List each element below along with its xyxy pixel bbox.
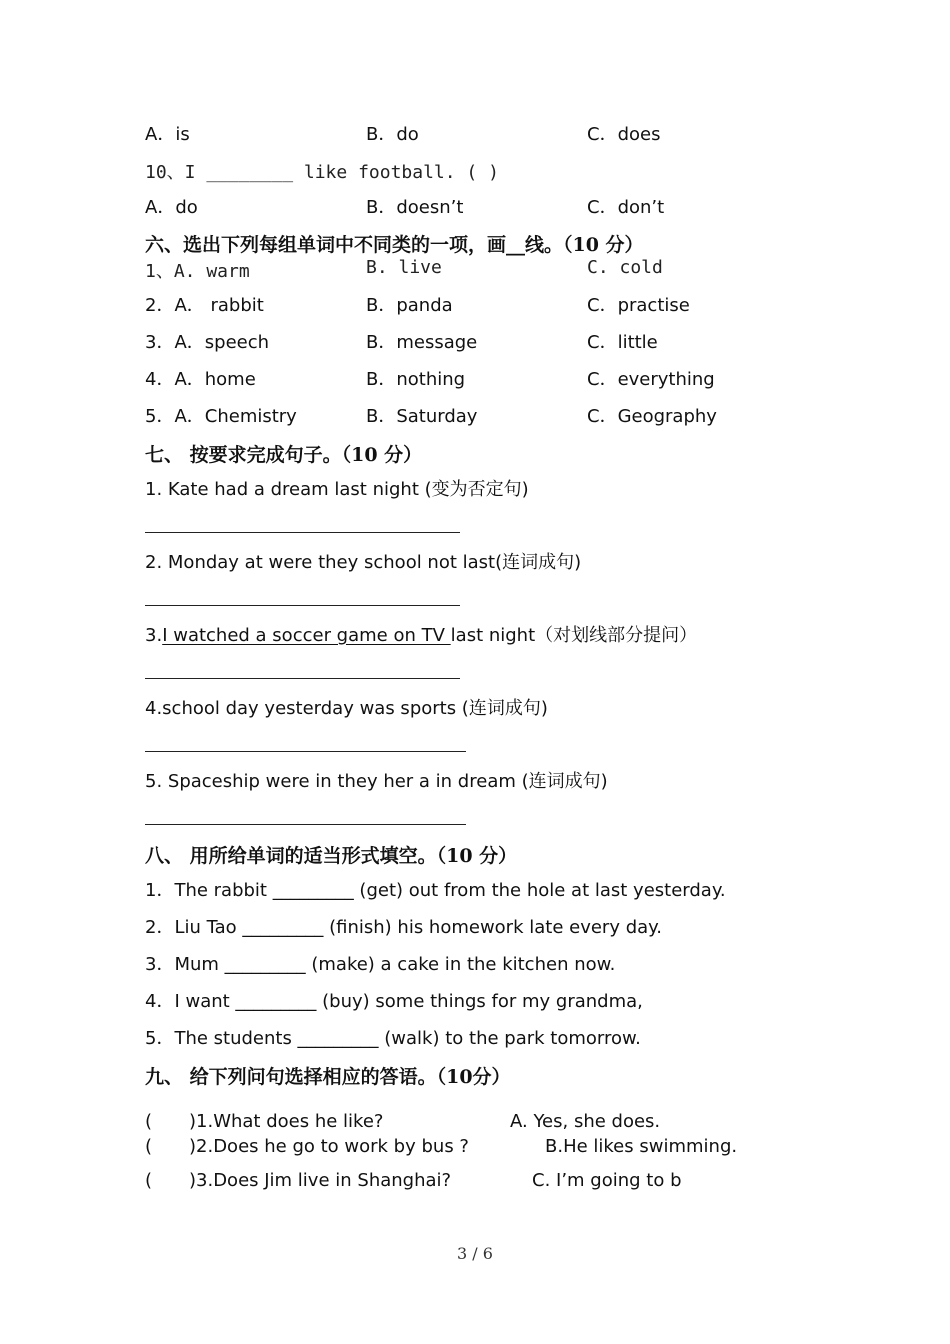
s6-row4-b: B．nothing (366, 369, 466, 390)
page-number: 3 / 6 (457, 1244, 493, 1263)
s6-row5-c: C．Geography (587, 406, 717, 427)
s8-item1: 1．The rabbit _________ (get) out from the hole at last yesterday. (145, 880, 726, 901)
s8-item4: 4．I want _________ (buy) some things for my grandma, (145, 991, 643, 1012)
s6-row5-b: B．Saturday (366, 406, 478, 427)
s6-row3-a: 3．A．speech (145, 332, 270, 353)
s9-row3-answer: C. I’m going to b (532, 1170, 682, 1191)
s7-item3-prefix: 3. (145, 625, 163, 646)
s7-item4: 4.school day yesterday was sports (连词成句) (145, 698, 548, 719)
s6-row5-a: 5．A．Chemistry (145, 406, 297, 427)
s8-item5: 5．The students _________ (walk) to the park tomorrow. (145, 1028, 641, 1049)
s6-row1-a: 1、A. warm (145, 261, 250, 282)
s8-item3: 3．Mum _________ (make) a cake in the kitchen now. (145, 954, 616, 975)
s7-item3-suffix: last night（对划线部分提问） (450, 625, 698, 646)
q9-option-c: C．does (587, 124, 661, 145)
q10-question: 10、I ________ like football. ( ) (145, 162, 499, 183)
s7-item3 (145, 621, 697, 647)
s7-answer-line-2[interactable] (145, 605, 460, 606)
s9-row1-question: )1.What does he like? (189, 1111, 384, 1132)
s7-answer-line-3[interactable] (145, 678, 460, 679)
s6-row1-b: B. live (366, 257, 442, 278)
s7-answer-line-5[interactable] (145, 824, 466, 825)
s9-row1-answer: A. Yes, she does. (510, 1111, 661, 1132)
s6-row2-a: 2．A． rabbit (145, 295, 264, 316)
q10-option-b: B．doesn’t (366, 197, 464, 218)
s9-row2-question: )2.Does he go to work by bus ? (189, 1136, 469, 1157)
q10-option-c: C．don’t (587, 197, 665, 218)
section6-heading: 六、选出下列每组单词中不同类的一项，画__线。（10 分） (145, 234, 644, 256)
s7-item1: 1. Kate had a dream last night (变为否定句) (145, 479, 529, 500)
s6-row3-b: B．message (366, 332, 478, 353)
s7-answer-line-1[interactable] (145, 532, 460, 533)
s7-item2: 2. Monday at were they school not last(连词成句) (145, 552, 582, 573)
s9-row2-answer: B.He likes swimming. (545, 1136, 738, 1157)
s7-item5: 5. Spaceship were in they her a in dream (连词成句) (145, 771, 608, 792)
q9-option-b: B．do (366, 124, 419, 145)
s6-row2-c: C．practise (587, 295, 690, 316)
s9-row3-question: )3.Does Jim live in Shanghai? (189, 1170, 452, 1191)
s6-row3-c: C．little (587, 332, 658, 353)
s8-item2: 2．Liu Tao _________ (finish) his homework late every day. (145, 917, 662, 938)
s6-row4-c: C．everything (587, 369, 715, 390)
s7-answer-line-4[interactable] (145, 751, 466, 752)
s6-row2-b: B．panda (366, 295, 453, 316)
s9-row2-paren: ( (145, 1136, 153, 1157)
q9-option-a: A．is (145, 124, 190, 145)
s6-row1-c: C. cold (587, 257, 663, 278)
s6-row4-a: 4．A．home (145, 369, 256, 390)
section8-heading: 八、 用所给单词的适当形式填空。（10 分） (145, 845, 518, 867)
section7-heading: 七、 按要求完成句子。（10 分） (145, 444, 423, 466)
q10-option-a: A．do (145, 197, 198, 218)
s9-row1-paren: ( (145, 1111, 153, 1132)
s7-item3-underlined: I watched a soccer game on TV (162, 625, 451, 646)
s9-row3-paren: ( (145, 1170, 153, 1191)
section9-heading: 九、 给下列问句选择相应的答语。（10分） (145, 1066, 511, 1088)
